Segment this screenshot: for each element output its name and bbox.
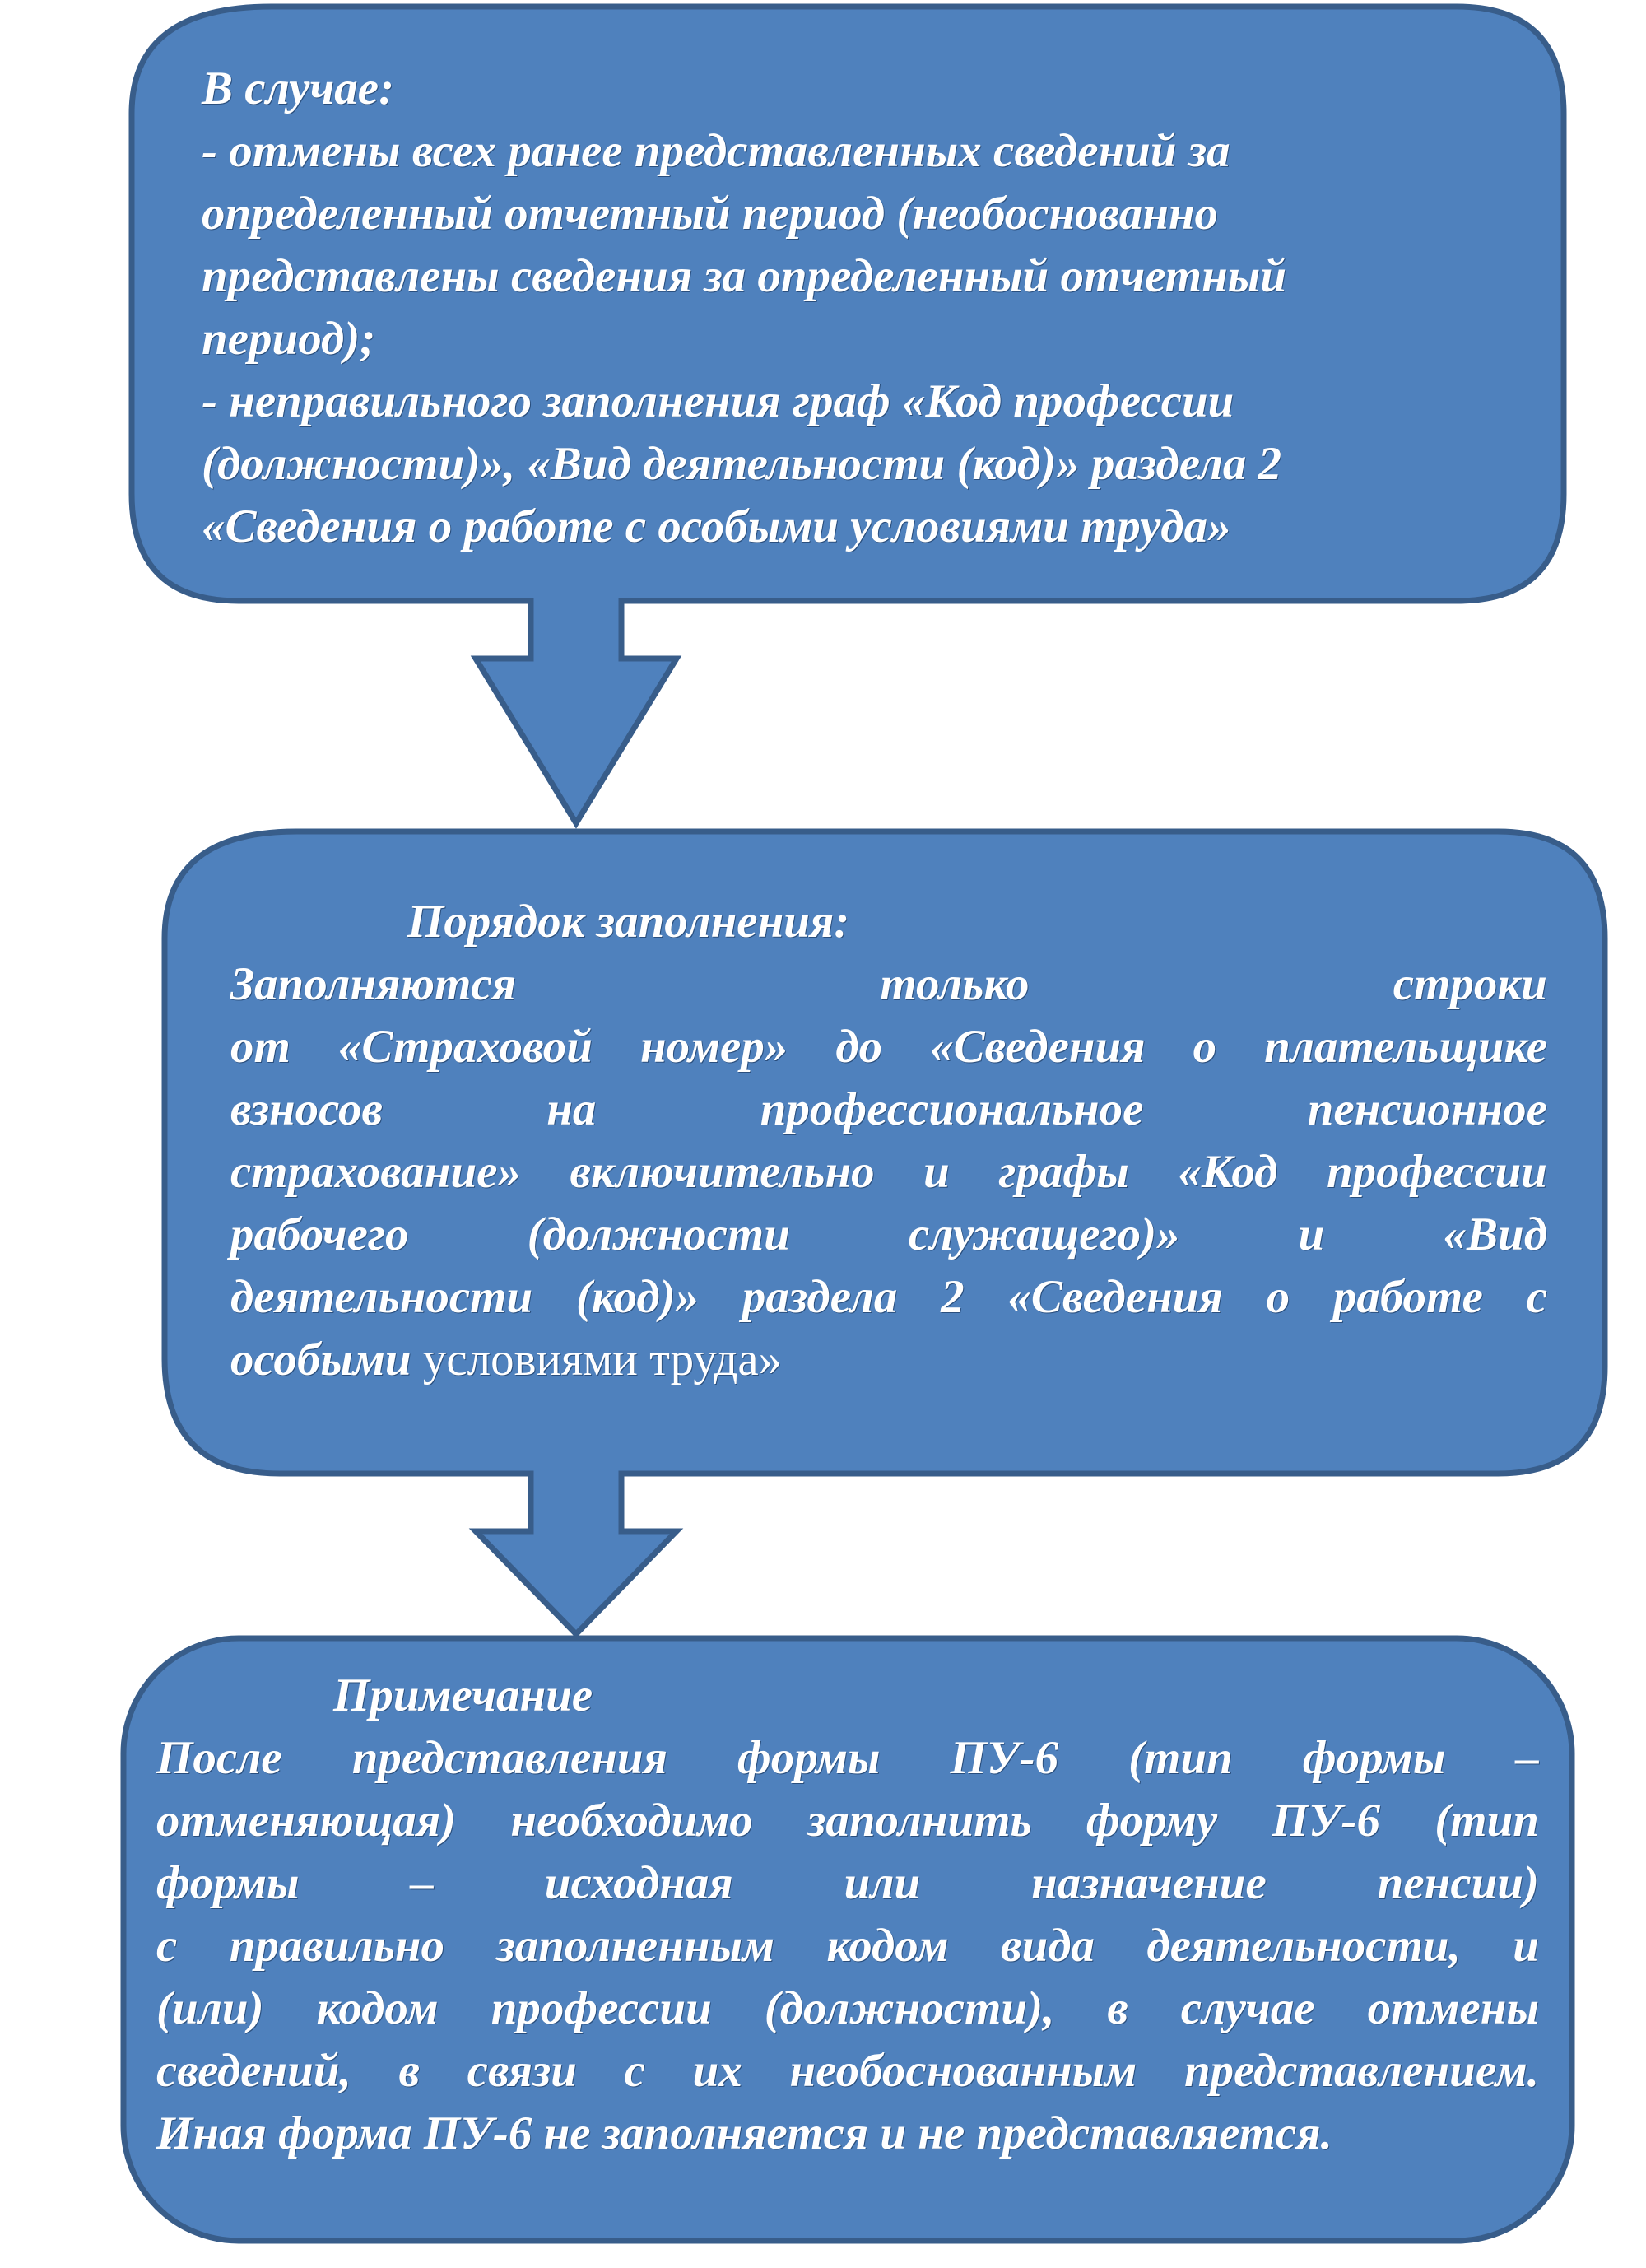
box2-line: деятельности (код)» раздела 2 «Сведения о работе с [230, 1271, 1547, 1323]
box2-line: от «Страховой номер» до «Сведения о плательщике [230, 1021, 1547, 1073]
box2-text [230, 891, 1547, 1391]
box3-text [156, 1665, 1539, 2165]
box1-text [202, 58, 1551, 558]
box2-line: страхование» включительно и графы «Код профессии [230, 1146, 1547, 1198]
box2-last-line-bold: особыми [230, 1334, 412, 1385]
box3-line: формы – исходная или назначение пенсии) [156, 1857, 1539, 1909]
box1-line: - отмены всех ранее представленных сведений за [202, 125, 1230, 177]
box2-line: взносов на профессиональное пенсионное [230, 1083, 1547, 1135]
box3-heading: Примечание [333, 1670, 593, 1721]
box1-line: (должности)», «Вид деятельности (код)» раздела 2 [202, 438, 1282, 490]
box1-line: период); [202, 313, 376, 365]
box1-heading: В случае: [202, 63, 395, 114]
box1-line: «Сведения о работе с особыми условиями труда» [202, 501, 1231, 552]
box3-line: После представления формы ПУ-6 (тип формы – [156, 1732, 1539, 1784]
box2-line: рабочего (должности служащего)» и «Вид [230, 1209, 1547, 1260]
box1-line: - неправильного заполнения граф «Код профессии [202, 375, 1234, 427]
box3-line: отменяющая) необходимо заполнить форму ПУ-6 (тип [156, 1795, 1539, 1847]
box2-last-line-normal: условиями труда» [411, 1334, 783, 1385]
box3-line: (или) кодом профессии (должности), в случае отмены [156, 1982, 1539, 2034]
box1-line: представлены сведения за определенный отчетный [202, 250, 1287, 302]
box2-last-line [230, 1329, 1547, 1391]
box1-line: определенный отчетный период (необоснованно [202, 188, 1219, 240]
box3-line: сведений, в связи с их необоснованным представлением. [156, 2045, 1539, 2097]
box3-line: Иная форма ПУ-6 не заполняется и не представляется. [156, 2107, 1332, 2159]
box3-line: с правильно заполненным кодом вида деятельности, и [156, 1920, 1539, 1972]
box2-line: Заполняются только строки [230, 958, 1547, 1010]
box2-heading: Порядок заполнения: [407, 896, 850, 948]
